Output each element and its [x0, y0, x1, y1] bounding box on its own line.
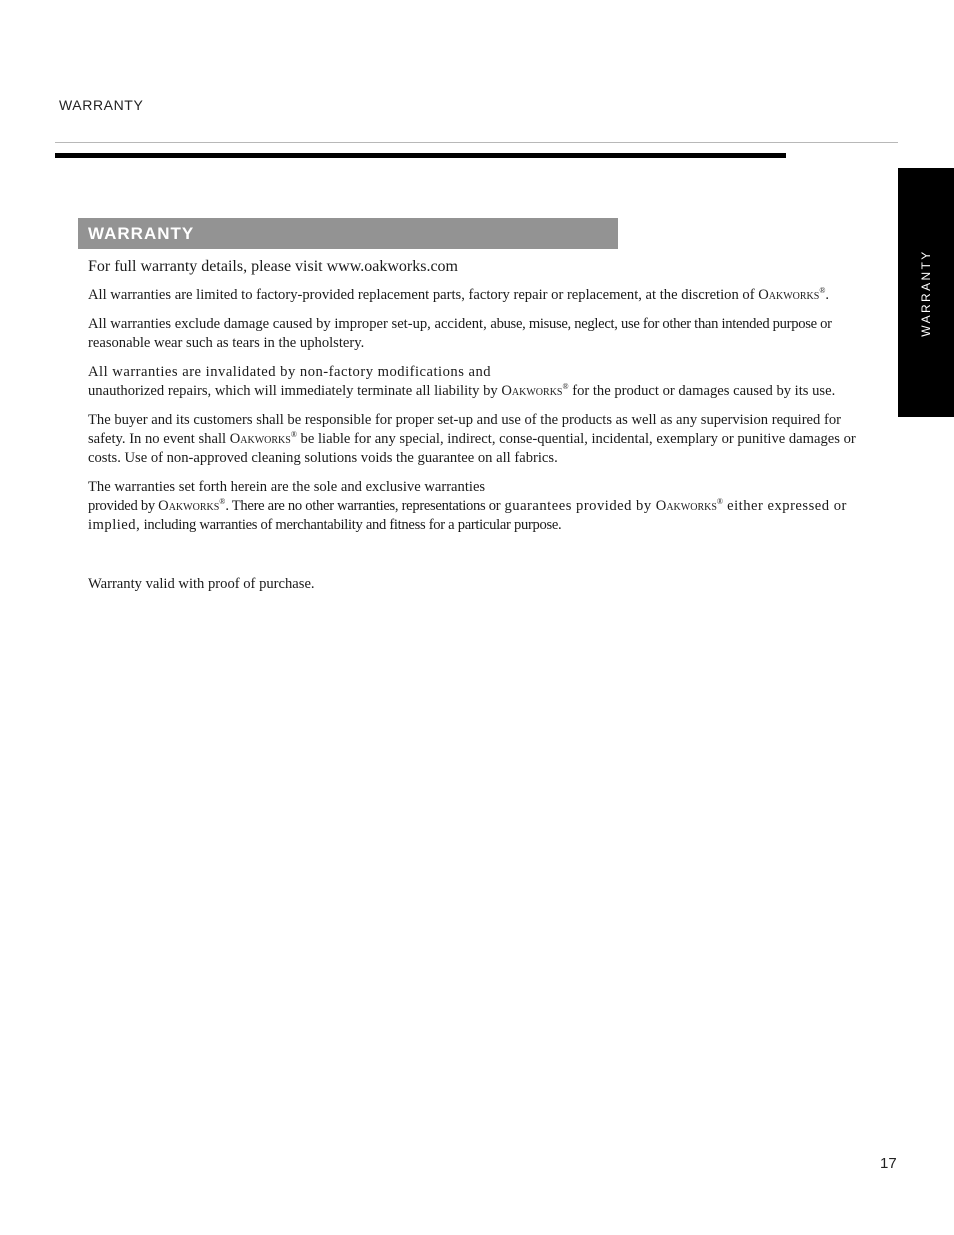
- p5-text-b: provided by: [88, 498, 159, 514]
- brand-name: Oakworks: [501, 383, 563, 399]
- page-number: 17: [880, 1155, 897, 1172]
- registered-mark: ®: [716, 497, 723, 507]
- p3-text-a: All warranties are invalidated by non-factory modifications and: [88, 364, 492, 380]
- p2-text-b: abuse, misuse, neglect, use for other than intended purpose or: [490, 316, 832, 332]
- brand-name: Oakworks: [158, 498, 220, 514]
- paragraph-exclusive-warranties: [88, 478, 856, 535]
- p2-text-c: reasonable wear such as tears in the upholstery.: [88, 335, 365, 351]
- p3-text-c: for the product or damages caused by its use.: [568, 383, 836, 399]
- warranty-valid-note: Warranty valid with proof of purchase.: [88, 576, 315, 592]
- brand-name: Oakworks: [655, 498, 717, 514]
- p5-text-e: either expressed or implied,: [88, 498, 847, 533]
- paragraph-limits: [88, 286, 856, 305]
- warranty-lead: For full warranty details, please visit www.oakworks.com: [88, 258, 458, 275]
- registered-mark: ®: [819, 286, 826, 296]
- brand-name: Oakworks: [758, 287, 820, 303]
- p4-text-a: The buyer and its customers shall be responsible for proper set-up and use of the products as well as any supervision required for safety. In no event shall: [88, 412, 841, 447]
- paragraph-liability: [88, 411, 856, 468]
- p5-text-d: guarantees provided by: [500, 498, 656, 514]
- p5-text-c: . There are no other warranties, representations or: [225, 498, 501, 514]
- brand-name: Oakworks: [229, 431, 291, 447]
- p1-text-a: All warranties are limited to factory-provided replacement parts, factory repair or replacement, at the discretion of: [88, 287, 759, 303]
- p2-text-a: All warranties exclude damage caused by improper set-up, accident,: [88, 316, 491, 332]
- header-thin-rule: [55, 142, 898, 143]
- registered-mark: ®: [219, 497, 226, 507]
- section-title: WARRANTY: [88, 224, 195, 243]
- paragraph-exclusions: [88, 315, 856, 353]
- p3-text-b: unauthorized repairs, which will immediately terminate all liability by: [88, 383, 502, 399]
- p1-text-b: .: [825, 287, 830, 303]
- registered-mark: ®: [290, 430, 297, 440]
- side-tab-label: WARRANTY: [919, 249, 933, 337]
- p4-text-b: be liable for any special, indirect, conse-quential, incidental, exemplary or punitive damages or costs. Use of non-approved cleaning solutions voids the guarantee on all fabrics.: [88, 431, 856, 466]
- header-thick-rule: [55, 153, 786, 158]
- paragraph-invalidation: [88, 363, 856, 401]
- p5-text-a: The warranties set forth herein are the sole and exclusive warranties: [88, 479, 486, 495]
- running-header: WARRANTY: [59, 97, 144, 113]
- side-tab: [898, 168, 954, 417]
- warranty-content: [88, 256, 856, 604]
- registered-mark: ®: [562, 382, 569, 392]
- section-heading-bar: [78, 218, 618, 249]
- p5-text-f: including warranties of merchantability and fitness for a particular purpose.: [140, 517, 562, 533]
